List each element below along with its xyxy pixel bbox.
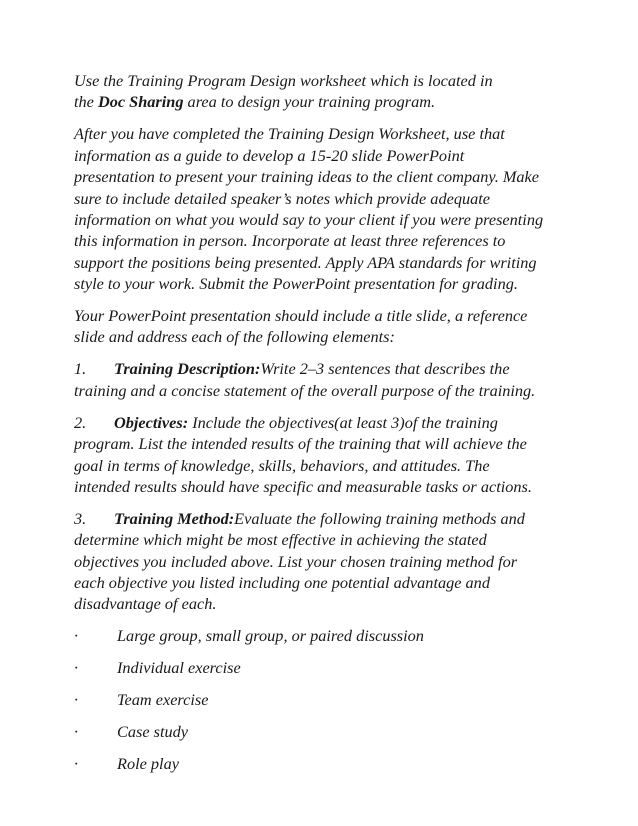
para2-line: support the positions being presented. Apply APA standards for writing (74, 252, 537, 272)
item-first-line: Evaluate the following training methods and (234, 508, 525, 528)
para2-line: this information in person. Incorporate at least three references to (74, 231, 506, 251)
item-number: 1. (74, 359, 87, 379)
item-training-description (74, 358, 566, 401)
list-item (74, 625, 566, 646)
para2-line: After you have completed the Training Design Worksheet, use that (74, 124, 505, 144)
para2-line: presentation to present your training ideas to the client company. Make (74, 167, 539, 187)
item-first-line: Include the objectives(at least 3)of the training (188, 412, 498, 432)
doc-sharing-bold: Doc Sharing (97, 92, 184, 112)
item-line: disadvantage of each. (74, 594, 217, 614)
bullet-dot: · (74, 626, 79, 646)
item-line: program. List the intended results of the training that will achieve the (74, 434, 527, 454)
intro-line-1: Use the Training Program Design worksheet which is located in (74, 71, 493, 90)
list-item (74, 721, 566, 742)
method-label: Large group, small group, or paired discussion (117, 626, 424, 646)
item-first-line: Write 2–3 sentences that describes the (260, 359, 510, 379)
item-heading: Training Method: (114, 508, 235, 528)
item-line: goal in terms of knowledge, skills, behaviors, and attitudes. The (74, 455, 490, 475)
item-number: 3. (74, 508, 87, 528)
item-line: objectives you included above. List your chosen training method for (74, 551, 518, 571)
item-heading: Objectives: (114, 412, 189, 432)
para2-line: sure to include detailed speaker’s notes which provide adequate (74, 188, 490, 208)
bullet-dot: · (74, 722, 79, 742)
method-label: Case study (117, 722, 188, 742)
para2-line: information as a guide to develop a 15-20 slide PowerPoint (74, 145, 465, 165)
item-line: intended results should have specific and measurable tasks or actions. (74, 476, 532, 496)
item-line: each objective you listed including one potential advantage and (74, 573, 490, 593)
presentation-requirements-paragraph (74, 305, 566, 348)
document-page (74, 70, 566, 785)
item-line: training and a concise statement of the overall purpose of the training. (74, 380, 536, 400)
intro-line-2-pre: the (74, 92, 98, 112)
bullet-dot: · (74, 753, 79, 773)
method-label: Role play (117, 753, 179, 773)
para2-line: style to your work. Submit the PowerPoint presentation for grading. (74, 274, 518, 294)
methods-list (74, 625, 566, 774)
method-label: Team exercise (117, 690, 209, 710)
intro-line-2-post: area to design your training program. (183, 92, 436, 112)
method-label: Individual exercise (117, 658, 241, 678)
para3-line: slide and address each of the following elements: (74, 327, 395, 347)
bullet-dot: · (74, 690, 79, 710)
item-objectives (74, 412, 566, 498)
item-heading: Training Description: (114, 359, 261, 379)
intro-paragraph (74, 70, 566, 113)
item-number: 2. (74, 412, 87, 432)
para3-line: Your PowerPoint presentation should include a title slide, a reference (74, 306, 528, 326)
list-item (74, 657, 566, 678)
list-item (74, 753, 566, 774)
para2-line: information on what you would say to your client if you were presenting (74, 209, 544, 229)
item-line: determine which might be most effective in achieving the stated (74, 530, 487, 550)
bullet-dot: · (74, 658, 79, 678)
list-item (74, 689, 566, 710)
item-training-method (74, 508, 566, 615)
instructions-paragraph (74, 123, 566, 294)
